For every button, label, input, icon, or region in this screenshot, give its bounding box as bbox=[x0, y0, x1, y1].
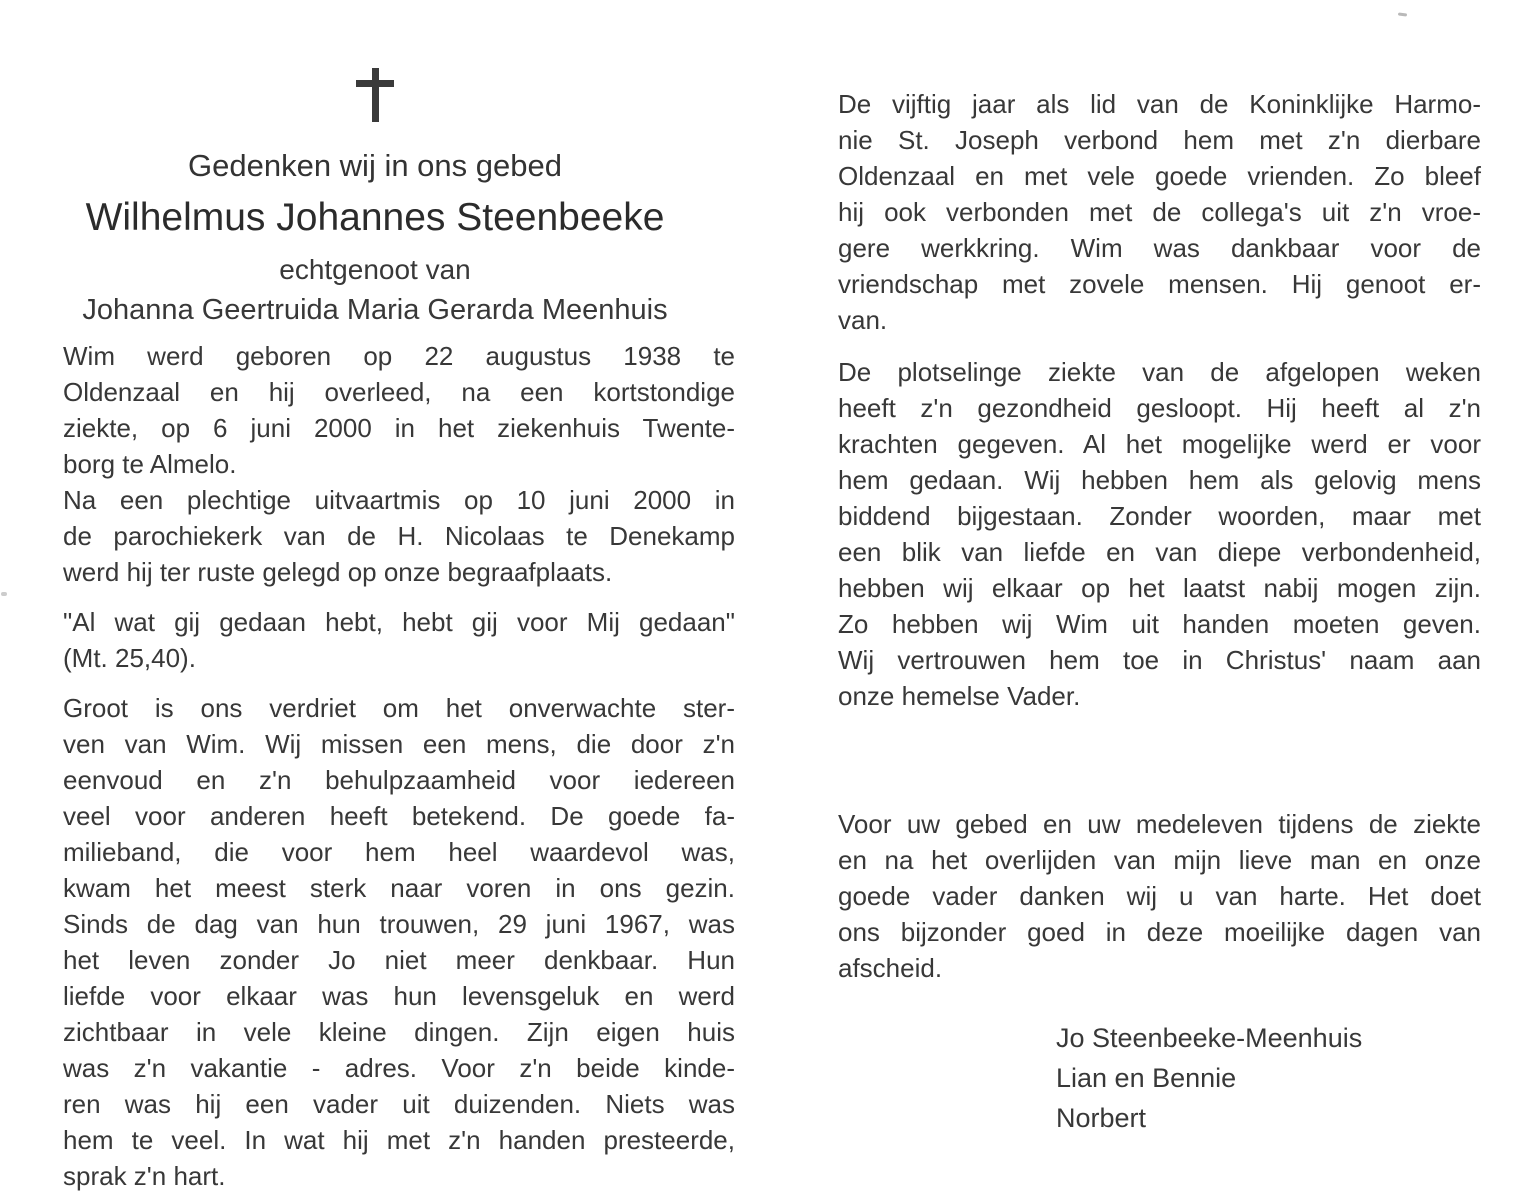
text-line: heeft z'n gezondheid gesloopt. Hij heeft al z'n bbox=[838, 393, 1481, 423]
text-line: hebben wij elkaar op het laatst nabij mogen zijn. bbox=[838, 573, 1481, 603]
text-line: goede vader danken wij u van harte. Het doet bbox=[838, 881, 1481, 911]
text-line: De vijftig jaar als lid van de Koninklijke Harmo- bbox=[838, 89, 1481, 119]
text-line: Groot is ons verdriet om het onverwachte ster- bbox=[63, 693, 735, 723]
text-line: zichtbaar in vele kleine dingen. Zijn eigen huis bbox=[63, 1017, 735, 1047]
text-line: "Al wat gij gedaan hebt, hebt gij voor Mij gedaan" bbox=[63, 607, 735, 637]
intro-line: Gedenken wij in ons gebed bbox=[188, 148, 562, 183]
text-line: veel voor anderen heeft betekend. De goede fa- bbox=[63, 801, 735, 831]
text-line: Na een plechtige uitvaartmis op 10 juni 2000 in bbox=[63, 485, 735, 515]
text-line: Sinds de dag van hun trouwen, 29 juni 1967, was bbox=[63, 909, 735, 939]
paragraph-funeral bbox=[63, 482, 735, 590]
text-line: biddend bijgestaan. Zonder woorden, maar met bbox=[838, 501, 1481, 531]
paragraph-thanks bbox=[838, 806, 1481, 986]
text-line: hem gedaan. Wij hebben hem als gelovig mens bbox=[838, 465, 1481, 495]
card-header bbox=[63, 0, 687, 328]
text-line: het leven zonder Jo niet meer denkbaar. Hun bbox=[63, 945, 735, 975]
spouse-name: Johanna Geertruida Maria Gerarda Meenhuis bbox=[82, 294, 668, 326]
text-line: nie St. Joseph verbond hem met z'n dierbare bbox=[838, 125, 1481, 155]
text-line: een blik van liefde en van diepe verbondenheid, bbox=[838, 537, 1481, 567]
text-line: Oldenzaal en met vele goede vrienden. Zo bleef bbox=[838, 161, 1481, 191]
text-line: De plotselinge ziekte van de afgelopen weken bbox=[838, 357, 1481, 387]
scan-artifact bbox=[1398, 12, 1407, 16]
paragraph-harmonie bbox=[838, 86, 1481, 338]
text-line: en na het overlijden van mijn lieve man en onze bbox=[838, 845, 1481, 875]
deceased-name: Wilhelmus Johannes Steenbeeke bbox=[85, 196, 665, 239]
cross-icon bbox=[355, 68, 395, 122]
left-column bbox=[63, 0, 735, 1194]
text-line: liefde voor elkaar was hun levensgeluk en werd bbox=[63, 981, 735, 1011]
text-line: ren was hij een vader uit duizenden. Niets was bbox=[63, 1089, 735, 1119]
text-line: van. bbox=[838, 305, 888, 335]
text-line: ziekte, op 6 juni 2000 in het ziekenhuis Twente- bbox=[63, 413, 735, 443]
text-line: kwam het meest sterk naar voren in ons gezin. bbox=[63, 873, 735, 903]
text-line: Voor uw gebed en uw medeleven tijdens de ziekte bbox=[838, 809, 1481, 839]
text-line: Wim werd geboren op 22 augustus 1938 te bbox=[63, 341, 735, 371]
text-line: Norbert bbox=[1056, 1103, 1147, 1133]
paragraph-illness bbox=[838, 354, 1481, 714]
text-line: eenvoud en z'n behulpzaamheid voor iedereen bbox=[63, 765, 735, 795]
text-line: ven van Wim. Wij missen een mens, die door z'n bbox=[63, 729, 735, 759]
paragraph-bible-quote bbox=[63, 604, 735, 676]
text-line: Lian en Bennie bbox=[1056, 1063, 1237, 1093]
text-line: onze hemelse Vader. bbox=[838, 681, 1081, 711]
paragraph-grief bbox=[63, 690, 735, 1194]
text-line: gere werkkring. Wim was dankbaar voor de bbox=[838, 233, 1481, 263]
text-line: borg te Almelo. bbox=[63, 449, 237, 479]
text-line: afscheid. bbox=[838, 953, 943, 983]
text-line: krachten gegeven. Al het mogelijke werd er voor bbox=[838, 429, 1481, 459]
text-line: werd hij ter ruste gelegd op onze begraafplaats. bbox=[63, 557, 613, 587]
text-line: was z'n vakantie - adres. Voor z'n beide kinde- bbox=[63, 1053, 735, 1083]
text-line: hij ook verbonden met de collega's uit z'n vroe- bbox=[838, 197, 1481, 227]
text-line: vriendschap met zovele mensen. Hij genoot er- bbox=[838, 269, 1481, 299]
relation-line: echtgenoot van bbox=[279, 254, 471, 285]
scan-artifact bbox=[1, 592, 7, 596]
text-line: Zo hebben wij Wim uit handen moeten geven. bbox=[838, 609, 1481, 639]
paragraph-birth-death bbox=[63, 338, 735, 482]
right-column bbox=[838, 86, 1481, 1138]
text-line: (Mt. 25,40). bbox=[63, 643, 196, 673]
text-line: Oldenzaal en hij overleed, na een kortstondige bbox=[63, 377, 735, 407]
text-line: Wij vertrouwen hem toe in Christus' naam aan bbox=[838, 645, 1481, 675]
text-line: de parochiekerk van de H. Nicolaas te Denekamp bbox=[63, 521, 735, 551]
text-line: Jo Steenbeeke-Meenhuis bbox=[1056, 1023, 1363, 1053]
text-line: sprak z'n hart. bbox=[63, 1161, 226, 1191]
text-line: hem te veel. In wat hij met z'n handen presteerde, bbox=[63, 1125, 735, 1155]
text-line: ons bijzonder goed in deze moeilijke dagen van bbox=[838, 917, 1481, 947]
text-line: milieband, die voor hem heel waardevol was, bbox=[63, 837, 735, 867]
signatures bbox=[1056, 1018, 1481, 1138]
